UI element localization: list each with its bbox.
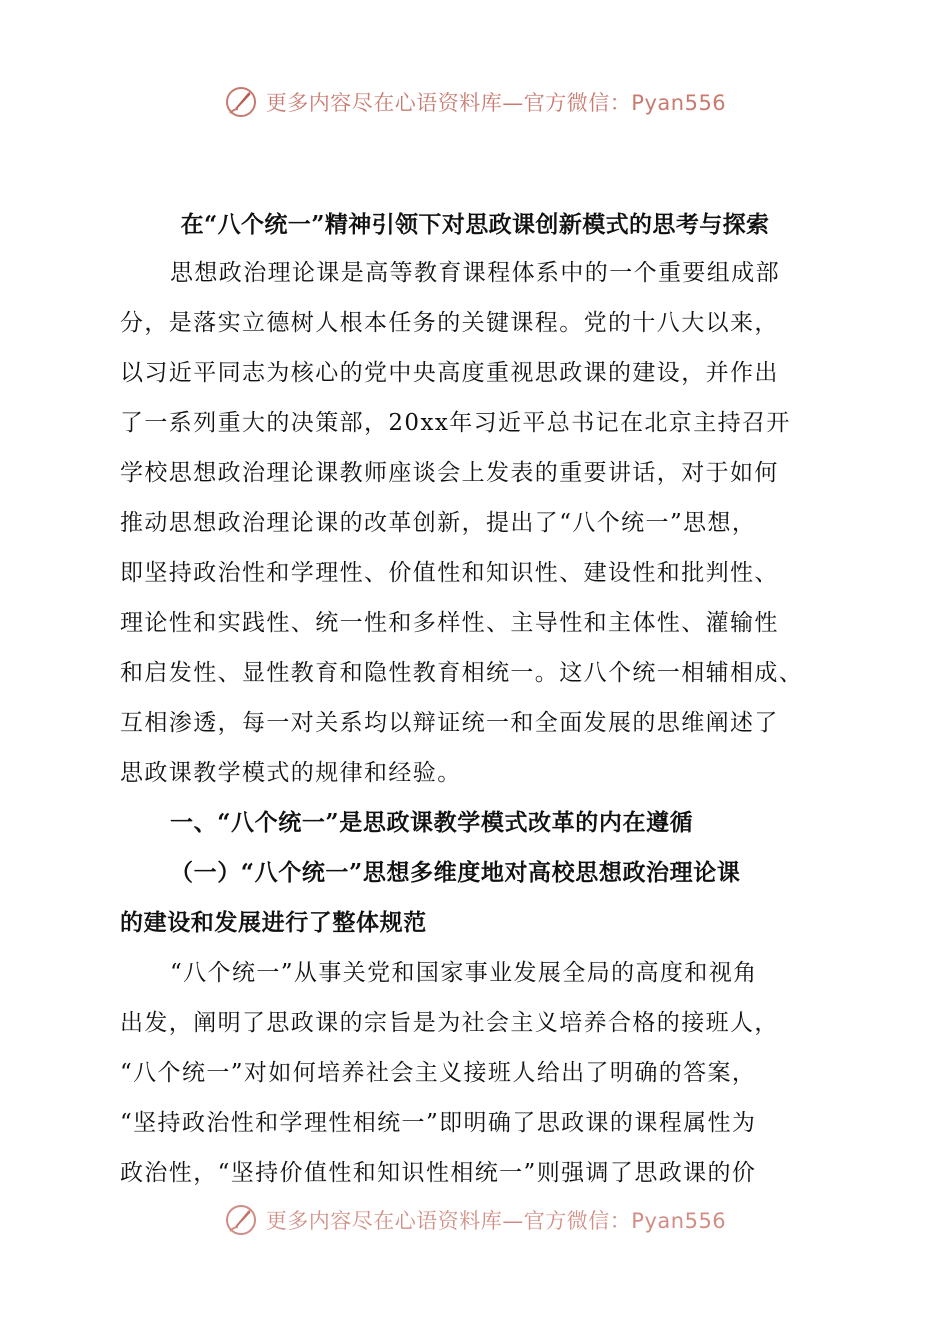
watermark-text: 更多内容尽在心语资料库—官方微信：Pyan556 <box>265 1209 727 1233</box>
paragraph-line: 以习近平同志为核心的党中央高度重视思政课的建设，并作出 <box>120 360 779 386</box>
paragraph-line: “八个统一”对如何培养社会主义接班人给出了明确的答案， <box>120 1060 757 1086</box>
quill-logo-icon <box>224 1203 258 1237</box>
paragraph-line: 出发，阐明了思政课的宗旨是为社会主义培养合格的接班人， <box>120 1010 779 1036</box>
subsection-heading-cont: 的建设和发展进行了整体规范 <box>120 909 427 936</box>
paragraph-line: 学校思想政治理论课教师座谈会上发表的重要讲话，对于如何 <box>120 460 779 486</box>
paragraph-line: 理论性和实践性、统一性和多样性、主导性和主体性、灌输性 <box>120 610 779 636</box>
paragraph-line: 政治性，“坚持价值性和知识性相统一”则强调了思政课的价 <box>120 1160 757 1186</box>
paragraph-line: 推动思想政治理论课的改革创新，提出了“八个统一”思想， <box>120 510 757 536</box>
paragraph-line: 即坚持政治性和学理性、价值性和知识性、建设性和批判性、 <box>120 560 779 586</box>
section-heading: 一、“八个统一”是思政课教学模式改革的内在遵循 <box>170 809 694 836</box>
header-watermark <box>0 80 950 124</box>
paragraph-line: “坚持政治性和学理性相统一”即明确了思政课的课程属性为 <box>120 1110 757 1136</box>
paragraph-line: 了一系列重大的决策部，20xx年习近平总书记在北京主持召开 <box>120 410 791 436</box>
paragraph-line: 分，是落实立德树人根本任务的关键课程。党的十八大以来， <box>120 310 779 336</box>
quill-logo-icon <box>224 85 258 119</box>
paragraph-line: 和启发性、显性教育和隐性教育相统一。这八个统一相辅相成、 <box>120 660 804 686</box>
subsection-heading: （一）“八个统一”思想多维度地对高校思想政治理论课 <box>170 859 741 886</box>
footer-watermark <box>0 1198 950 1242</box>
paragraph-line: 思想政治理论课是高等教育课程体系中的一个重要组成部 <box>170 260 780 286</box>
paragraph-line: 互相渗透，每一对关系均以辩证统一和全面发展的思维阐述了 <box>120 710 779 736</box>
watermark-text: 更多内容尽在心语资料库—官方微信：Pyan556 <box>265 91 727 115</box>
document-title: 在“八个统一”精神引领下对思政课创新模式的思考与探索 <box>180 211 770 238</box>
paragraph-line: “八个统一”从事关党和国家事业发展全局的高度和视角 <box>170 960 758 986</box>
paragraph-line: 思政课教学模式的规律和经验。 <box>120 760 462 786</box>
